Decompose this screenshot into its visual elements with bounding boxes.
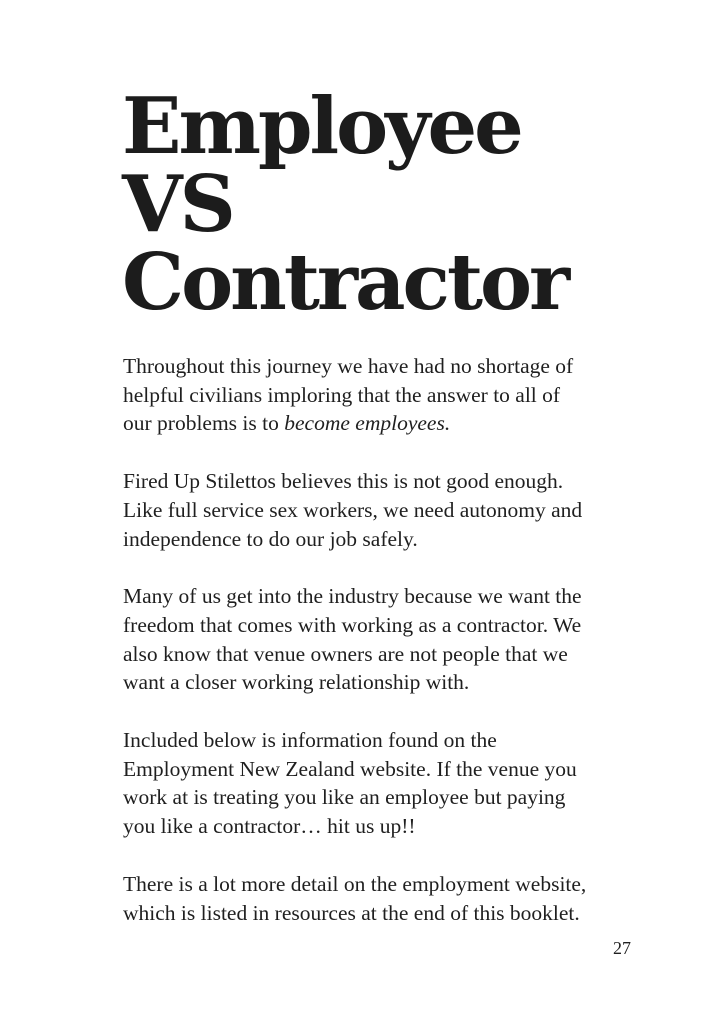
text-line: Like full service sex workers, we need autonomy and <box>123 497 583 522</box>
page-title <box>122 81 568 328</box>
paragraph-resources <box>123 870 633 927</box>
text-line: independence to do our job safely. <box>123 526 418 551</box>
page-number: 27 <box>613 938 631 958</box>
text-line: also know that venue owners are not people that we <box>123 641 568 666</box>
text-line: work at is treating you like an employee but paying <box>123 785 566 810</box>
text-line: want a closer working relationship with. <box>123 670 470 695</box>
text-line: Many of us get into the industry because we want the <box>123 584 582 609</box>
text-line: Included below is information found on the <box>123 728 497 753</box>
title-line-employee: Employee <box>122 81 521 172</box>
text-line: helpful civilians imploring that the answer to all of <box>123 382 561 407</box>
paragraph-autonomy <box>123 467 633 553</box>
paragraph-freedom <box>123 582 633 697</box>
text-line: Fired Up Stilettos believes this is not good enough. <box>123 469 564 494</box>
text-line: There is a lot more detail on the employment website, <box>123 871 587 896</box>
paragraph-employment-nz <box>123 726 633 841</box>
text-line: freedom that comes with working as a contractor. We <box>123 612 582 637</box>
body-text <box>123 352 633 956</box>
text-line <box>123 409 633 438</box>
text-line: which is listed in resources at the end of this booklet. <box>123 900 580 925</box>
text-line: Employment New Zealand website. If the venue you <box>123 756 577 781</box>
paragraph-civilians <box>123 352 633 438</box>
emphasis-text: become employees. <box>284 411 451 436</box>
text-segment: our problems is to <box>123 411 285 436</box>
text-line: Throughout this journey we have had no shortage of <box>123 354 574 378</box>
title-line-vs: VS <box>122 159 233 250</box>
text-line: you like a contractor… hit us up!! <box>123 814 416 839</box>
title-line-contractor: Contractor <box>122 237 568 328</box>
